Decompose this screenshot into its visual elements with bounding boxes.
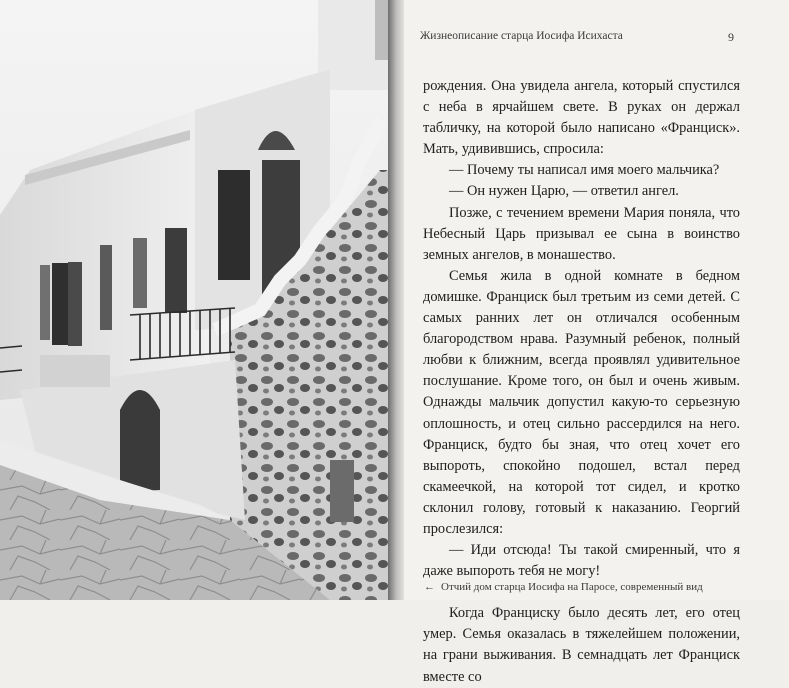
arrow-left-icon: ← bbox=[424, 581, 435, 593]
paragraph: рождения. Она увидела ангела, который спустился с неба в ярчайшем свете. В руках он держал табличку, на которой было написано «Франциск». Мать, удивившись, спросила: bbox=[423, 78, 740, 158]
house-photo-icon bbox=[0, 0, 395, 600]
caption-text: Отчий дом старца Иосифа на Паросе, современный вид bbox=[441, 581, 703, 593]
paragraph: — Иди отсюда! Ты такой смиренный, что я даже выпороть тебя не могу! bbox=[423, 542, 740, 580]
paragraph: Когда Франциску было десять лет, его отец умер. Семья оказалась в тяжелейшем положении, на грани выживания. В семнадцать лет Франциск вместе со bbox=[423, 605, 740, 685]
running-title: Жизнеописание старца Иосифа Исихаста bbox=[420, 30, 623, 42]
paragraph: — Он нужен Царю, — ответил ангел. bbox=[449, 183, 679, 200]
page-number: 9 bbox=[728, 30, 734, 44]
paragraph: Позже, с течением времени Мария поняла, что Небесный Царь призывал ее сына в воинство земных ангелов, в монашество. bbox=[423, 204, 740, 263]
body-text bbox=[423, 76, 740, 688]
paragraph: — Почему ты написал имя моего мальчика? bbox=[449, 162, 720, 179]
house-photo bbox=[0, 0, 395, 600]
photo-caption bbox=[424, 581, 703, 593]
paragraph: Семья жила в одной комнате в бедном домишке. Франциск был третьим из семи детей. С самых ранних лет он отличался особенным благородством нрава. Разумный ребенок, полный любви к ближним, всегда проявлял удивительное послушание. Кроме того, он был и очень живым. Однажды мальчик допустил какую-то серьезную оплошность, и отец сильно рассердился на него. Франциск, будто бы зная, что отец хочет его выпороть, спокойно подошел, встал перед скамеечкой, на которой тот сидел, и кротко склонил голову, готовый к наказанию. Георгий прослезился: bbox=[423, 267, 740, 537]
